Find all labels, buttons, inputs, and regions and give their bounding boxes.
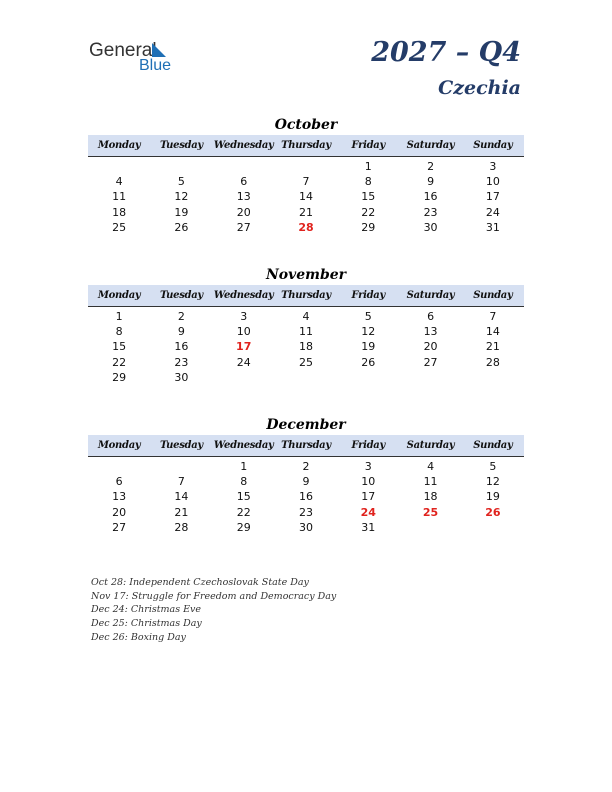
weekday-label: Saturday [406,290,455,301]
country-name: Czechia [438,77,521,99]
day-cell: 3 [489,160,497,173]
month-title: November [265,267,347,283]
day-cell: 25 [112,220,127,234]
month-november [88,266,524,385]
day-cell: 20 [236,205,251,219]
day-cell: 9 [177,325,185,339]
day-cell: 2 [302,460,310,473]
empty-cell [88,159,150,174]
day-cell: 6 [240,175,248,189]
month-october [88,116,524,235]
day-cell: 3 [240,310,248,323]
day-cell: 2 [177,310,185,323]
day-cell: 22 [112,355,127,369]
weekday-label: Thursday [281,440,331,451]
weekday-header [88,135,524,157]
day-cell: 29 [236,520,251,534]
day-cell: 19 [174,205,189,219]
day-cell: 12 [361,325,376,339]
day-cell: 8 [364,175,372,189]
day-cell: 5 [177,175,185,189]
day-cell: 7 [489,310,497,323]
day-cell: 21 [174,505,189,519]
holiday-note: Nov 17: Struggle for Freedom and Democracy Day [91,590,337,602]
day-cell: 27 [423,355,438,369]
holiday-notes [91,576,336,645]
logo-blue-text: Blue [139,57,172,74]
month-december [88,416,524,535]
weekday-label: Saturday [406,140,455,151]
day-cell: 1 [240,460,248,473]
day-cell: 21 [485,340,500,354]
day-cell: 12 [485,475,500,489]
day-cell: 14 [174,490,189,504]
weekday-label: Monday [97,290,141,301]
weekday-header [88,285,524,307]
day-cell: 5 [489,460,497,473]
weekday-label: Wednesday [213,290,274,301]
day-grid [88,309,524,385]
day-cell: 15 [236,490,251,504]
empty-cell [150,159,212,174]
weekday-label: Sunday [473,440,513,451]
day-cell: 4 [302,310,310,323]
day-cell: 30 [298,520,313,534]
day-cell: 23 [298,505,313,519]
day-cell: 26 [361,355,376,369]
weekday-label: Saturday [406,440,455,451]
day-grid [88,459,524,535]
day-cell: 20 [423,340,438,354]
day-cell: 11 [112,190,127,204]
day-cell: 14 [485,325,500,339]
day-cell: 6 [427,310,435,323]
day-cell: 15 [112,340,127,354]
empty-cell [88,459,150,474]
day-cell: 25 [298,355,313,369]
weekday-label: Tuesday [159,440,203,451]
day-cell: 24 [236,355,251,369]
day-cell: 8 [115,325,123,339]
day-cell: 19 [485,490,500,504]
month-title: October [274,117,338,133]
day-cell: 29 [112,370,127,384]
holiday-note: Oct 28: Independent Czechoslovak State Day [91,577,309,588]
weekday-label: Friday [351,440,385,451]
day-cell: 10 [236,325,251,339]
day-cell: 27 [112,520,127,534]
weekday-label: Wednesday [213,440,274,451]
weekday-label: Wednesday [213,140,274,151]
day-cell: 5 [364,310,372,323]
day-cell: 18 [298,340,313,354]
day-cell: 28 [298,220,314,234]
weekday-label: Sunday [473,290,513,301]
day-cell: 31 [485,220,500,234]
day-cell: 17 [236,340,252,354]
day-cell: 12 [174,190,189,204]
weekday-header [88,435,524,457]
day-cell: 21 [298,205,313,219]
day-cell: 2 [427,160,435,173]
weekday-label: Friday [351,290,385,301]
weekday-label: Monday [97,440,141,451]
logo-general-text: General [89,40,157,61]
holiday-note: Dec 25: Christmas Day [91,618,202,630]
day-cell: 11 [423,475,438,489]
day-cell: 26 [174,220,189,234]
holiday-note: Dec 24: Christmas Eve [91,604,202,616]
day-cell: 13 [236,190,251,204]
day-cell: 23 [423,205,438,219]
day-cell: 3 [364,460,372,473]
day-cell: 24 [360,505,376,519]
month-title: December [266,417,346,433]
page-title: 2027 – Q4 [371,37,521,68]
day-cell: 7 [177,475,185,489]
day-cell: 6 [115,475,123,489]
day-cell: 15 [361,190,376,204]
day-cell: 16 [423,190,438,204]
day-cell: 18 [112,205,127,219]
weekday-label: Tuesday [159,290,203,301]
day-cell: 1 [115,310,123,323]
empty-cell [275,159,337,174]
day-cell: 13 [423,325,438,339]
day-cell: 26 [485,505,501,519]
weekday-label: Friday [351,140,385,151]
day-cell: 19 [361,340,376,354]
day-cell: 1 [364,160,372,173]
weekday-label: Sunday [473,140,513,151]
day-cell: 11 [298,325,313,339]
day-cell: 10 [485,175,500,189]
day-cell: 7 [302,175,310,189]
day-cell: 27 [236,220,251,234]
day-cell: 4 [115,175,123,189]
day-cell: 29 [361,220,376,234]
day-cell: 9 [302,475,310,489]
logo-flag-icon [152,43,166,57]
day-cell: 16 [174,340,189,354]
holiday-note: Dec 26: Boxing Day [91,631,186,643]
day-cell: 24 [485,205,500,219]
day-cell: 14 [298,190,313,204]
day-cell: 30 [423,220,438,234]
day-cell: 10 [361,475,376,489]
weekday-label: Monday [97,140,141,151]
day-cell: 16 [298,490,313,504]
weekday-label: Thursday [281,290,331,301]
empty-cell [150,459,212,474]
day-cell: 13 [112,490,127,504]
empty-cell [213,159,275,174]
day-cell: 20 [112,505,127,519]
day-cell: 23 [174,355,189,369]
day-cell: 31 [361,520,376,534]
day-cell: 9 [427,175,435,189]
day-cell: 25 [422,505,439,519]
day-cell: 28 [485,355,500,369]
day-cell: 22 [361,205,376,219]
day-grid [88,159,524,235]
day-cell: 4 [427,460,435,473]
weekday-label: Thursday [281,140,331,151]
day-cell: 28 [174,520,189,534]
weekday-label: Tuesday [159,140,203,151]
day-cell: 18 [423,490,438,504]
day-cell: 22 [236,505,251,519]
day-cell: 17 [485,190,500,204]
day-cell: 30 [174,370,189,384]
day-cell: 8 [240,475,248,489]
day-cell: 17 [361,490,376,504]
